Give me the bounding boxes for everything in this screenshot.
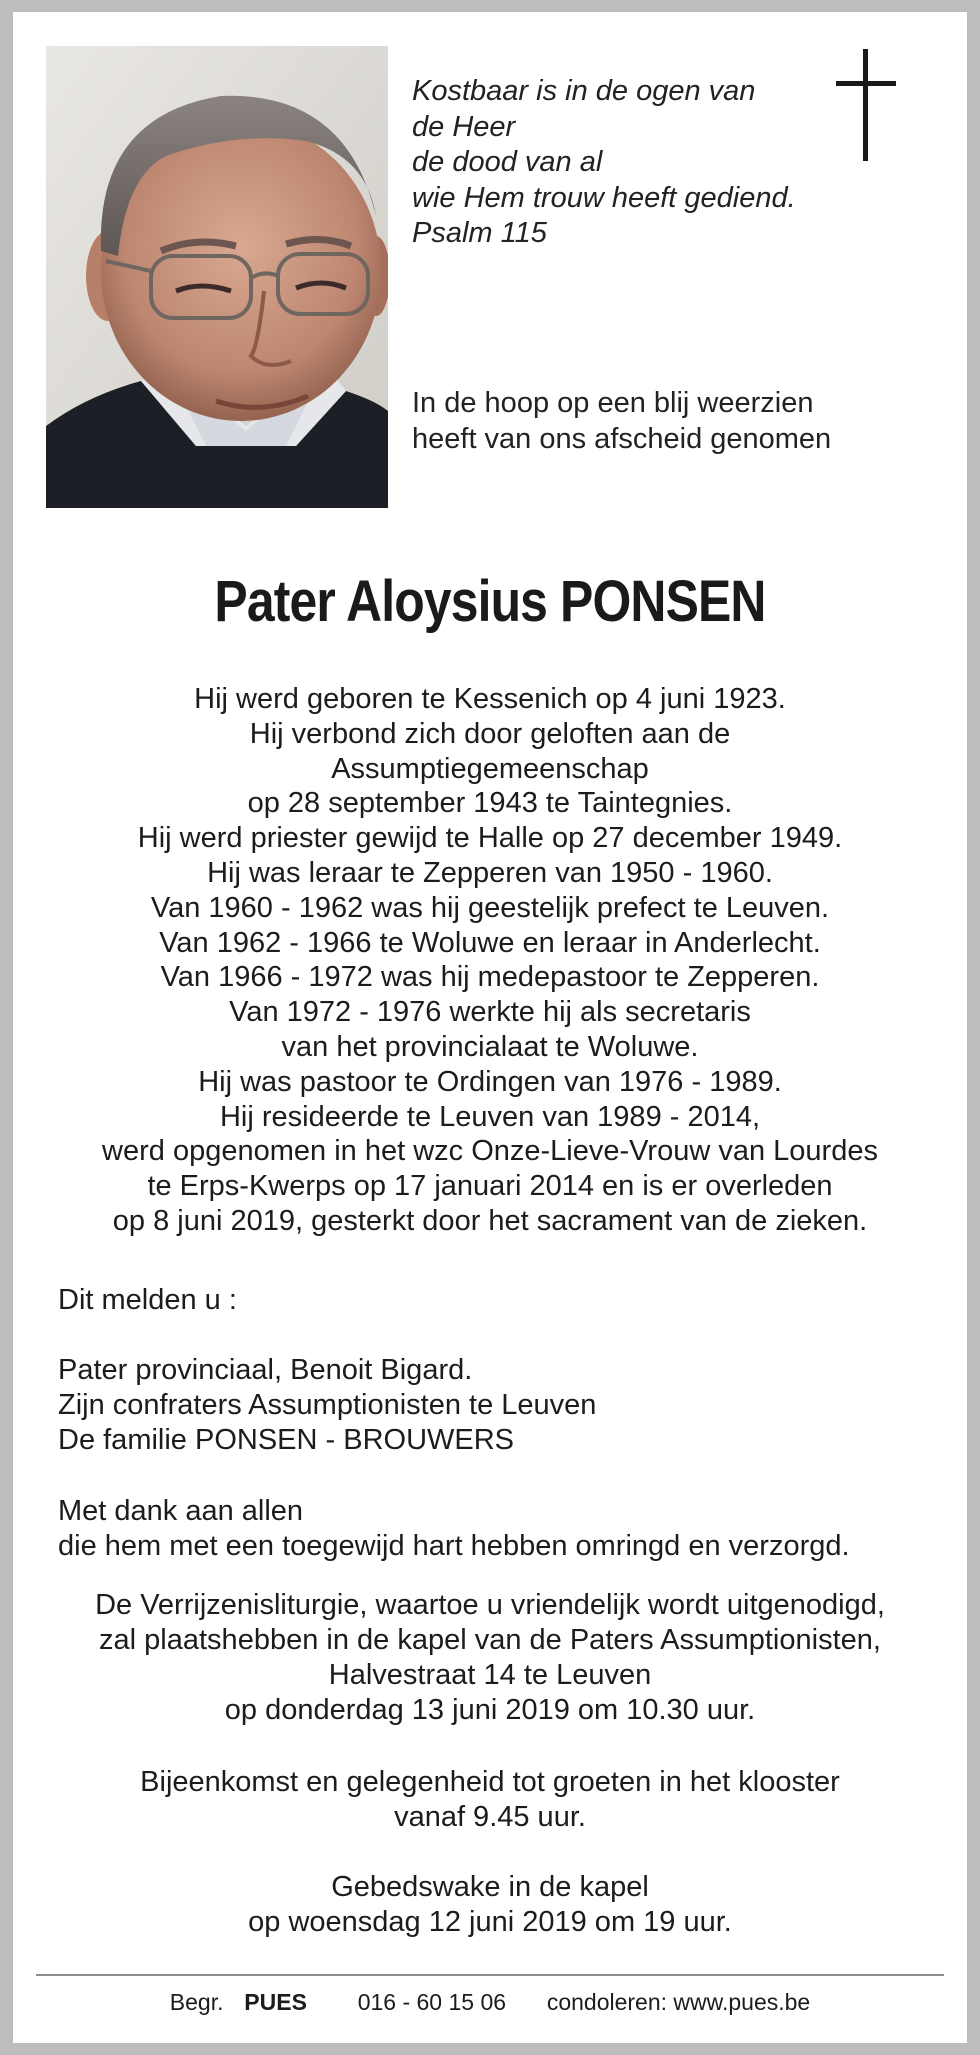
thanks-message: [58, 1494, 850, 1564]
bio-line: Van 1966 - 1972 was hij medepastoor te Zepperen.: [160, 961, 820, 994]
bio-line: Assumptiegemeenschap: [331, 752, 649, 785]
verse-line: de dood van al: [412, 146, 603, 178]
vigil-details: [0, 1870, 980, 1940]
farewell-line: heeft van ons afscheid genomen: [412, 423, 832, 455]
liturgy-line: op donderdag 13 juni 2019 om 10.30 uur.: [224, 1694, 756, 1726]
bio-line: van het provincialaat te Woluwe.: [281, 1030, 699, 1063]
announcement-intro: [58, 1283, 237, 1318]
intro-line: Dit melden u :: [58, 1284, 237, 1316]
vigil-line: Gebedswake in de kapel: [331, 1871, 649, 1903]
bio-line: Van 1972 - 1976 werkte hij als secretaris: [229, 996, 751, 1029]
liturgy-line: Halvestraat 14 te Leuven: [328, 1659, 652, 1691]
verse-line: de Heer: [412, 110, 516, 143]
vigil-line: op woensdag 12 juni 2019 om 19 uur.: [248, 1906, 732, 1938]
bio-line: Hij werd priester gewijd te Halle op 27 december 1949.: [137, 822, 843, 855]
bio-line: te Erps-Kwerps op 17 januari 2014 en is er overleden: [147, 1170, 833, 1203]
portrait-photo: [46, 46, 388, 508]
verse-reference: Psalm 115: [412, 217, 547, 249]
cross-icon: [836, 49, 896, 161]
gathering-details: [0, 1765, 980, 1835]
verse-line: Kostbaar is in de ogen van: [412, 75, 756, 107]
bio-line: Hij verbond zich door geloften aan de: [249, 717, 731, 750]
bio-line: Van 1962 - 1966 te Woluwe en leraar in Anderlecht.: [159, 926, 821, 959]
deceased-name: Pater Aloysius PONSEN: [214, 569, 766, 634]
thanks-line: die hem met een toegewijd hart hebben omringd en verzorgd.: [58, 1529, 850, 1562]
bio-line: werd opgenomen in het wzc Onze-Lieve-Vrouw van Lourdes: [102, 1135, 878, 1168]
bio-line: Van 1960 - 1962 was hij geestelijk prefect te Leuven.: [150, 891, 830, 924]
bio-line: op 28 september 1943 te Taintegnies.: [247, 787, 733, 820]
footer: [0, 1989, 980, 2016]
liturgy-details: [0, 1588, 980, 1728]
bio-line: Hij was leraar te Zepperen van 1950 - 1960.: [207, 856, 773, 889]
verse-line: wie Hem trouw heeft gediend.: [412, 181, 796, 214]
farewell-intro: [412, 385, 831, 457]
thanks-line: Met dank aan allen: [58, 1495, 304, 1527]
signatories: [58, 1353, 596, 1457]
bio-line: Hij was pastoor te Ordingen van 1976 - 1989.: [198, 1065, 782, 1098]
biography: [0, 682, 980, 1239]
bio-line: Hij resideerde te Leuven van 1989 - 2014,: [219, 1100, 761, 1133]
undertaker-name: PUES: [244, 1989, 307, 2015]
liturgy-line: zal plaatshebben in de kapel van de Paters Assumptionisten,: [99, 1624, 881, 1656]
undertaker-prefix: Begr.: [169, 1989, 224, 2015]
signatory-line: De familie PONSEN - BROUWERS: [58, 1423, 515, 1456]
psalm-verse: [412, 74, 796, 252]
signatory-line: Zijn confraters Assumptionisten te Leuven: [58, 1388, 597, 1421]
gathering-line: Bijeenkomst en gelegenheid tot groeten in het klooster: [140, 1766, 840, 1798]
bio-line: Hij werd geboren te Kessenich op 4 juni 1923.: [194, 683, 786, 715]
farewell-line: In de hoop op een blij weerzien: [412, 387, 814, 419]
signatory-line: Pater provinciaal, Benoit Bigard.: [58, 1354, 473, 1386]
bio-line: op 8 juni 2019, gesterkt door het sacrament van de zieken.: [112, 1204, 868, 1237]
condolences-link[interactable]: condoleren: www.pues.be: [546, 1989, 811, 2015]
gathering-line: vanaf 9.45 uur.: [394, 1801, 586, 1833]
footer-divider: [36, 1974, 944, 1976]
liturgy-line: De Verrijzenisliturgie, waartoe u vriendelijk wordt uitgenodigd,: [95, 1589, 885, 1621]
undertaker-phone: 016 - 60 15 06: [357, 1989, 507, 2015]
